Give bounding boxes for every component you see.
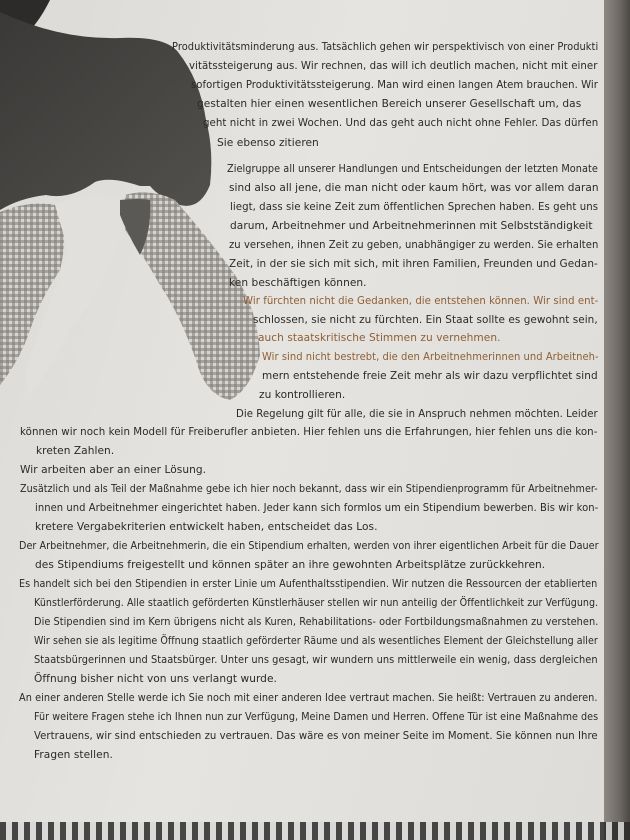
text-line: Fragen stellen. (34, 749, 113, 761)
text-line: mern entstehende freie Zeit mehr als wir dazu verpflichtet sind (262, 370, 598, 382)
text-line: darum, Arbeitnehmer und Arbeitnehmerinnen mit Selbstständigkeit (230, 220, 593, 232)
text-line: An einer anderen Stelle werde ich Sie noch mit einer anderen Idee vertraut machen. Sie heißt: Vertrauen zu anderen. (19, 692, 598, 704)
text-line: Zeit, in der sie sich mit sich, mit ihren Familien, Freunden und Gedan- (229, 258, 598, 270)
text-line: kreten Zahlen. (36, 445, 115, 457)
text-line: Zusätzlich und als Teil der Maßnahme gebe ich hier noch bekannt, dass wir ein Stipendienprogramm für Arbeitnehmer- (20, 483, 598, 495)
text-line: kretere Vergabekriterien entwickelt haben, entscheidet das Los. (35, 521, 378, 533)
text-line: innen und Arbeitnehmer eingerichtet haben. Jeder kann sich formlos um ein Stipendium bewerben. Bis wir kon- (35, 502, 599, 514)
text-line: Öffnung bisher nicht von uns verlangt wurde. (34, 673, 277, 685)
text-line: des Stipendiums freigestellt und können später an ihre gewohnten Arbeitsplätze zurückkehren. (35, 559, 546, 571)
text-line: sofortigen Produktivitätssteigerung. Man wird einen langen Atem brauchen. Wir (191, 79, 598, 91)
checkered-background (0, 822, 630, 840)
text-line: Es handelt sich bei den Stipendien in erster Linie um Aufenthaltsstipendien. Wir nutzen die Ressourcen der etablierten (19, 578, 598, 590)
page-edge-shadow (604, 0, 630, 840)
text-line: Zielgruppe all unserer Handlungen und Entscheidungen der letzten Monate (227, 163, 598, 175)
text-line: Der Arbeitnehmer, die Arbeitnehmerin, die ein Stipendium erhalten, werden von ihrer eigentlichen Arbeit für die Dauer (19, 540, 599, 552)
text-line: ken beschäftigen können. (229, 277, 367, 289)
text-line: sind also all jene, die man nicht oder kaum hört, was vor allem daran (229, 182, 599, 194)
text-line: können wir noch kein Modell für Freiberufler anbieten. Hier fehlen uns die Erfahrungen, hier fehlen uns die kon- (20, 426, 598, 438)
highlight-line: auch staatskritische Stimmen zu vernehmen. (258, 332, 501, 344)
text-line: Staatsbürgerinnen und Staatsbürger. Unter uns gesagt, wir wundern uns mittlerweile ein wenig, dass dergleichen (34, 654, 598, 666)
text-line: zu kontrollieren. (259, 389, 346, 401)
text-line: liegt, dass sie keine Zeit zum öffentlichen Sprechen haben. Es geht uns (230, 201, 599, 213)
text-line: geht nicht in zwei Wochen. Und das geht auch nicht ohne Fehler. Das dürfen (203, 117, 599, 129)
text-line: Künstlerförderung. Alle staatlich geförderten Künstlerhäuser stellen wir nun anteilig der Öffentlichkeit zur Verfügung. (34, 597, 599, 609)
text-line: vitätssteigerung aus. Wir rechnen, das will ich deutlich machen, nicht mit einer (189, 60, 598, 72)
text-line: Die Stipendien sind im Kern übrigens nicht als Kuren, Rehabilitations- oder Fortbildungsmaßnahmen zu verstehen. (34, 616, 599, 628)
text-line: Produktivitätsminderung aus. Tatsächlich gehen wir perspektivisch von einer Produkti (172, 41, 599, 53)
text-line: schlossen, sie nicht zu fürchten. Ein Staat sollte es gewohnt sein, (253, 314, 598, 326)
text-line: Sie ebenso zitieren (217, 137, 319, 149)
text-line: gestalten hier einen wesentlichen Bereich unserer Gesellschaft um, das (197, 98, 582, 110)
text-line: Wir sehen sie als legitime Öffnung staatlich geförderter Räume und als wesentliches Element der Gleichstellung aller (34, 635, 598, 647)
text-line: Die Regelung gilt für alle, die sie in Anspruch nehmen möchten. Leider (236, 408, 598, 420)
highlight-line: Wir sind nicht bestrebt, die den Arbeitnehmerinnen und Arbeitneh- (262, 351, 599, 363)
text-line: Wir arbeiten aber an einer Lösung. (20, 464, 207, 476)
text-line: Für weitere Fragen stehe ich Ihnen nun zur Verfügung, Meine Damen und Herren. Offene Tür ist eine Maßnahme des (34, 711, 599, 723)
highlight-line: Wir fürchten nicht die Gedanken, die entstehen können. Wir sind ent- (243, 295, 599, 307)
text-line: Vertrauens, wir sind entschieden zu vertrauen. Das wäre es von meiner Seite im Moment. Sie können nun Ihre (34, 730, 598, 742)
text-line: zu versehen, ihnen Zeit zu geben, unabhängiger zu werden. Sie erhalten (229, 239, 599, 251)
